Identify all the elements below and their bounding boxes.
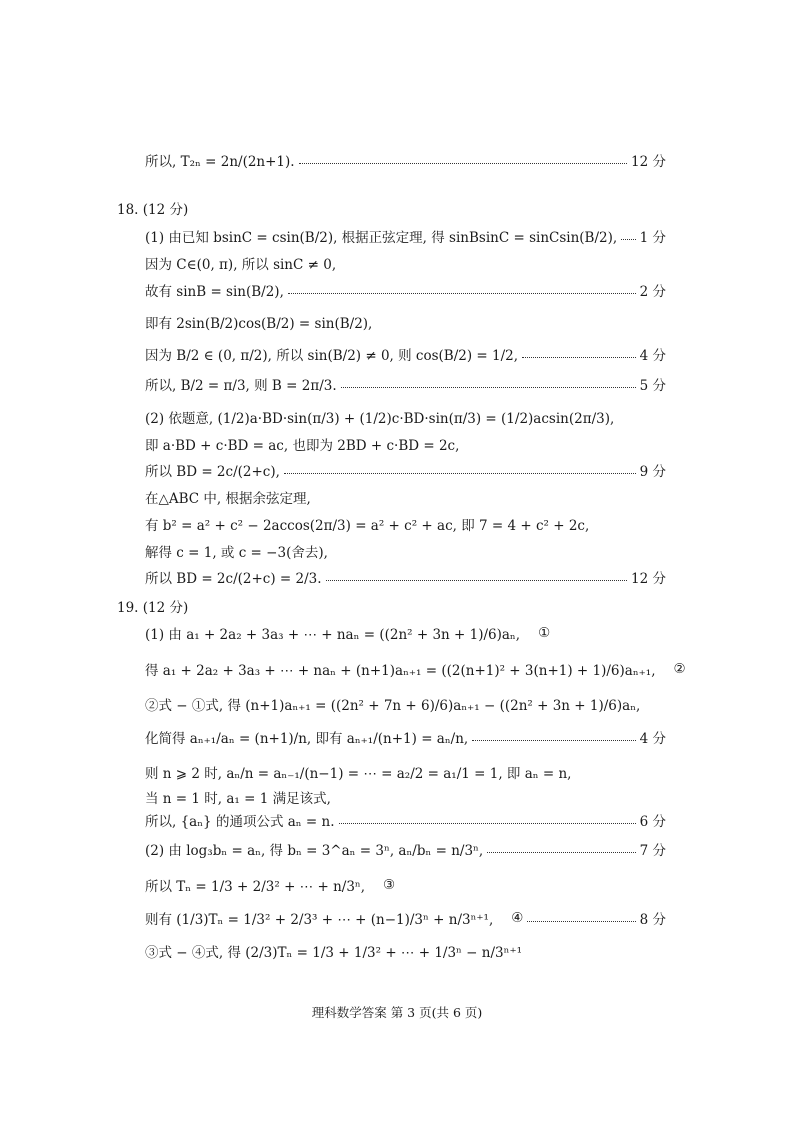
line-text: 所以, {aₙ} 的通项公式 aₙ = n. bbox=[145, 814, 335, 830]
line-text: 所以 BD = 2c/(2+c) = 2/3. bbox=[145, 571, 322, 587]
score-label: 4 分 bbox=[639, 348, 666, 364]
score-label: 7 分 bbox=[639, 843, 666, 859]
dot-leader bbox=[288, 293, 636, 294]
line-text: 因为 B/2 ∈ (0, π/2), 所以 sin(B/2) ≠ 0, 则 cos(B/2) = 1/2, bbox=[145, 348, 519, 364]
dot-leader bbox=[522, 357, 636, 358]
line-l10 bbox=[145, 460, 666, 480]
score-label: 6 分 bbox=[639, 814, 666, 830]
dot-leader bbox=[621, 239, 635, 240]
score-label: 12 分 bbox=[631, 154, 666, 170]
line-l24 bbox=[145, 908, 666, 928]
dot-leader bbox=[487, 852, 635, 853]
line-text: 在△ABC 中, 根据余弦定理, bbox=[145, 491, 311, 507]
line-text: 得 a₁ + 2a₂ + 3a₃ + ⋯ + naₙ + (n+1)aₙ₊₁ = ((2(n+1)² + 3(n+1) + 1)/6)aₙ₊₁, bbox=[145, 663, 656, 679]
line-l11 bbox=[145, 487, 666, 507]
dot-leader bbox=[339, 823, 636, 824]
line-text: 解得 c = 1, 或 c = −3(舍去), bbox=[145, 545, 328, 561]
line-text: 当 n = 1 时, a₁ = 1 满足该式, bbox=[145, 791, 331, 807]
line-l9 bbox=[145, 434, 666, 454]
equation-marker: ① bbox=[538, 625, 551, 641]
equation-marker: ② bbox=[673, 661, 686, 677]
line-l4 bbox=[145, 280, 666, 300]
line-l14 bbox=[145, 567, 666, 587]
score-label: 5 分 bbox=[639, 378, 666, 394]
line-l22 bbox=[145, 839, 666, 859]
equation-marker: ③ bbox=[383, 877, 396, 893]
line-text: 所以 Tₙ = 1/3 + 2/3² + ⋯ + n/3ⁿ, bbox=[145, 879, 366, 895]
line-l21 bbox=[145, 810, 666, 830]
line-l13 bbox=[145, 541, 666, 561]
line-l18 bbox=[145, 727, 666, 747]
score-label: 12 分 bbox=[631, 571, 666, 587]
page-footer: 理科数学答案 第 3 页(共 6 页) bbox=[311, 1005, 483, 1020]
line-text: 19. (12 分) bbox=[117, 600, 189, 616]
score-label: 2 分 bbox=[639, 284, 666, 300]
line-l25 bbox=[145, 941, 666, 961]
line-text: ②式 − ①式, 得 (n+1)aₙ₊₁ = ((2n² + 7n + 6)/6)aₙ₊₁ − ((2n² + 3n + 1)/6)aₙ, bbox=[145, 698, 641, 714]
line-l12 bbox=[145, 514, 666, 534]
score-label: 1 分 bbox=[639, 230, 666, 246]
line-text: 故有 sinB = sin(B/2), bbox=[145, 284, 284, 300]
dot-leader bbox=[299, 163, 627, 164]
line-text: (2) 由 log₃bₙ = aₙ, 得 bₙ = 3^aₙ = 3ⁿ, aₙ/bₙ = n/3ⁿ, bbox=[145, 843, 484, 859]
line-l7 bbox=[145, 374, 666, 394]
line-l6 bbox=[145, 344, 666, 364]
line-text: 18. (12 分) bbox=[117, 202, 189, 218]
line-l16 bbox=[145, 659, 686, 679]
dot-leader bbox=[326, 580, 627, 581]
question-header-18 bbox=[117, 198, 666, 218]
dot-leader bbox=[341, 387, 636, 388]
line-text: 则有 (1/3)Tₙ = 1/3² + 2/3³ + ⋯ + (n−1)/3ⁿ + n/3ⁿ⁺¹, bbox=[145, 912, 494, 928]
score-label: 8 分 bbox=[639, 912, 666, 928]
line-text: 所以, T₂ₙ = 2n/(2n+1). bbox=[145, 154, 295, 170]
score-label: 4 分 bbox=[639, 731, 666, 747]
line-text: 即有 2sin(B/2)cos(B/2) = sin(B/2), bbox=[145, 316, 373, 332]
score-label: 9 分 bbox=[639, 464, 666, 480]
line-text: (1) 由已知 bsinC = csin(B/2), 根据正弦定理, 得 sinBsinC = sinCsin(B/2), bbox=[145, 230, 618, 246]
line-text: 有 b² = a² + c² − 2accos(2π/3) = a² + c² + ac, 即 7 = 4 + c² + 2c, bbox=[145, 518, 590, 534]
line-l8 bbox=[145, 407, 666, 427]
line-text: (1) 由 a₁ + 2a₂ + 3a₃ + ⋯ + naₙ = ((2n² + 3n + 1)/6)aₙ, bbox=[145, 627, 521, 643]
equation-marker: ④ bbox=[511, 910, 524, 926]
line-text: 即 a·BD + c·BD = ac, 也即为 2BD + c·BD = 2c, bbox=[145, 438, 460, 454]
line-text: ③式 − ④式, 得 (2/3)Tₙ = 1/3 + 1/3² + ⋯ + 1/3ⁿ − n/3ⁿ⁺¹ bbox=[145, 945, 522, 961]
line-l19 bbox=[145, 762, 666, 782]
line-text: 则 n ⩾ 2 时, aₙ/n = aₙ₋₁/(n−1) = ⋯ = a₂/2 = a₁/1 = 1, 即 aₙ = n, bbox=[145, 766, 572, 782]
dot-leader bbox=[527, 921, 635, 922]
line-l2 bbox=[145, 226, 666, 246]
question-header-19 bbox=[117, 596, 666, 616]
line-text: 因为 C∈(0, π), 所以 sinC ≠ 0, bbox=[145, 257, 337, 273]
line-l3 bbox=[145, 253, 666, 273]
line-l17 bbox=[145, 694, 666, 714]
line-l1 bbox=[145, 150, 666, 170]
line-text: 化简得 aₙ₊₁/aₙ = (n+1)/n, 即有 aₙ₊₁/(n+1) = aₙ/n, bbox=[145, 731, 469, 747]
line-l20 bbox=[145, 787, 666, 807]
line-l15 bbox=[145, 623, 666, 643]
line-l23 bbox=[145, 875, 666, 895]
line-text: 所以 BD = 2c/(2+c), bbox=[145, 464, 280, 480]
line-text: (2) 依题意, (1/2)a·BD·sin(π/3) + (1/2)c·BD·sin(π/3) = (1/2)acsin(2π/3), bbox=[145, 411, 615, 427]
line-text: 所以, B/2 = π/3, 则 B = 2π/3. bbox=[145, 378, 337, 394]
dot-leader bbox=[284, 473, 636, 474]
line-l5 bbox=[145, 312, 666, 332]
dot-leader bbox=[472, 740, 635, 741]
